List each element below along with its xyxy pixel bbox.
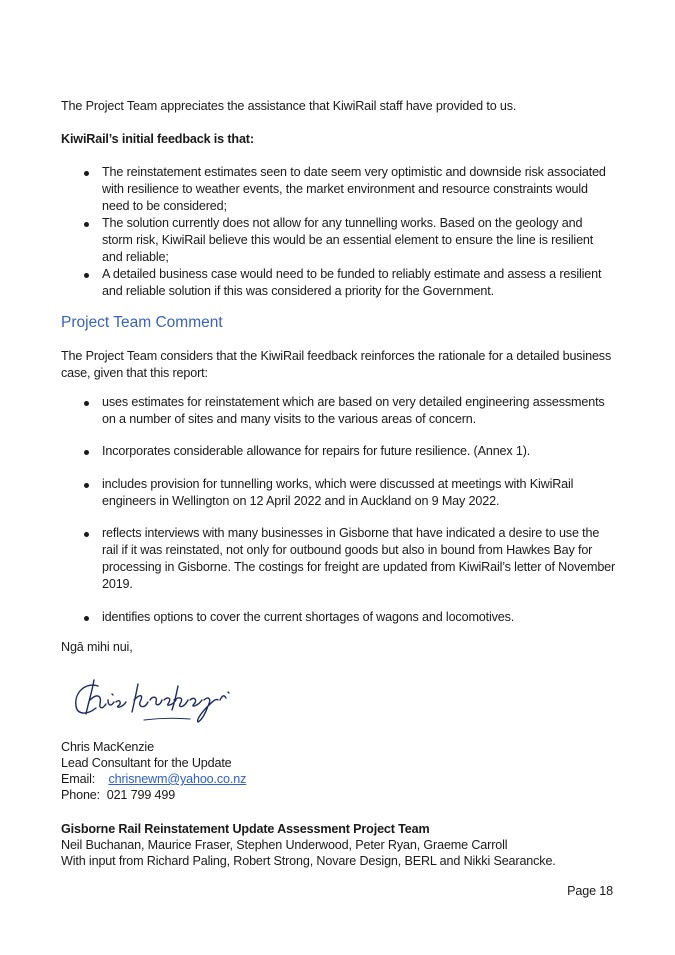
list-item-text: The solution currently does not allow for any tunnelling works. Based on the geology and storm risk, KiwiRail believe this would be an essential element to ensure the line is resilient and reliable;: [102, 216, 594, 264]
list-item: [61, 525, 616, 593]
list-item: [61, 394, 616, 428]
comment-list: [61, 394, 616, 626]
list-item-text: Incorporates considerable allowance for repairs for future resilience. (Annex 1).: [102, 444, 531, 458]
email-link[interactable]: chrisnewm@yahoo.co.nz: [108, 772, 247, 786]
list-item-text: includes provision for tunnelling works, which were discussed at meetings with KiwiRail engineers in Wellington on 12 April 2022 and in Auckland on 9 May 2022.: [102, 477, 574, 508]
list-item-text: A detailed business case would need to be funded to reliably estimate and assess a resilient and reliable solution if this was considered a priority for the Government.: [102, 267, 602, 298]
bullet-icon: [84, 171, 89, 176]
signature-block: [61, 739, 246, 803]
list-item-text: The reinstatement estimates seen to date seem very optimistic and downside risk associated with resilience to weather events, the market environment and resource constraints would need to be considered;: [102, 165, 606, 213]
list-item-text: identifies options to cover the current shortages of wagons and locomotives.: [102, 610, 515, 624]
page-number: Page 18: [567, 884, 613, 898]
section-heading: Project Team Comment: [61, 314, 223, 331]
phone-label: Phone:: [61, 788, 101, 802]
list-item: [61, 164, 616, 215]
bullet-icon: [84, 273, 89, 278]
feedback-list: [61, 164, 616, 300]
list-item: [61, 215, 616, 266]
signatory-role: Lead Consultant for the Update: [61, 756, 232, 770]
email-row: [61, 771, 246, 787]
bullet-icon: [84, 222, 89, 227]
list-item: [61, 443, 616, 460]
list-item-text: reflects interviews with many businesses in Gisborne that have indicated a desire to use the rail if it was reinstated, not only for outbound goods but also in bound from Hawkes Bay for processing in Gisborne. The costings for freight are updated from KiwiRail’s letter of November 2019.: [102, 526, 616, 591]
bullet-icon: [84, 616, 89, 621]
team-title: Gisborne Rail Reinstatement Update Assessment Project Team: [61, 822, 430, 836]
bullet-icon: [84, 532, 89, 537]
closing-line: Ngā mihi nui,: [61, 640, 133, 654]
signature-image: [68, 672, 243, 732]
team-input: With input from Richard Paling, Robert Strong, Novare Design, BERL and Nikki Searancke.: [61, 854, 556, 868]
feedback-heading: KiwiRail’s initial feedback is that:: [61, 132, 254, 146]
bullet-icon: [84, 483, 89, 488]
email-label: Email:: [61, 772, 96, 786]
phone-row: [61, 787, 246, 803]
list-item: [61, 476, 616, 510]
comment-intro-paragraph: The Project Team considers that the KiwiRail feedback reinforces the rationale for a detailed business case, given that this report:: [61, 349, 612, 380]
phone-number: 021 799 499: [106, 788, 176, 802]
signatory-name: Chris MacKenzie: [61, 740, 154, 754]
team-members: Neil Buchanan, Maurice Fraser, Stephen Underwood, Peter Ryan, Graeme Carroll: [61, 838, 508, 852]
list-item: [61, 266, 616, 300]
intro-paragraph: The Project Team appreciates the assistance that KiwiRail staff have provided to us.: [61, 99, 517, 113]
bullet-icon: [84, 450, 89, 455]
team-block: [61, 821, 556, 869]
list-item-text: uses estimates for reinstatement which are based on very detailed engineering assessments on a number of sites and many visits to the various areas of concern.: [102, 395, 605, 426]
list-item: [61, 609, 616, 626]
bullet-icon: [84, 401, 89, 406]
